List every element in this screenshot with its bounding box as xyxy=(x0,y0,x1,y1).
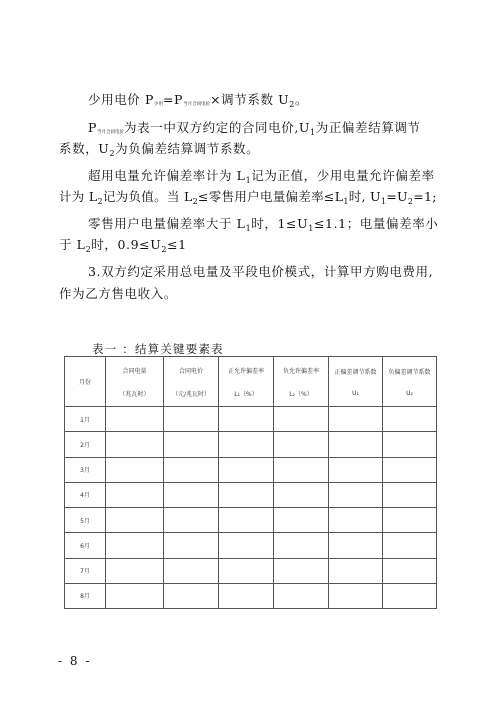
table-row xyxy=(65,457,437,482)
table-cell xyxy=(274,508,329,533)
table-cell xyxy=(274,533,329,558)
table-cell xyxy=(106,457,164,482)
page-number: - 8 - xyxy=(58,654,92,668)
paragraph-line-1: 少用电价 $P_{少用}=P_{当月合同电价}\times$调节系数 $U_2$。 xyxy=(88,92,309,109)
table-cell xyxy=(106,432,164,457)
paragraph-line-3: 系数，$U_2$为负偏差结算调节系数。 xyxy=(59,141,260,158)
table-cell xyxy=(383,407,437,432)
table-row xyxy=(65,583,437,608)
table-cell xyxy=(164,457,219,482)
header-negative-coefficient: 负偏差调节系数 U₂ xyxy=(383,357,437,407)
table-cell xyxy=(383,508,437,533)
month-cell: 4月 xyxy=(65,482,106,507)
table-cell xyxy=(219,558,274,583)
table-row xyxy=(65,533,437,558)
table-row xyxy=(65,432,437,457)
table-cell xyxy=(383,583,437,608)
paragraph-line-4: 超用电量允许偏差率计为 $L_1$记为正值，少用电量允许偏差率 xyxy=(88,168,435,185)
table-cell xyxy=(329,583,383,608)
settlement-table xyxy=(64,356,437,609)
table-cell xyxy=(274,583,329,608)
table-cell xyxy=(106,583,164,608)
table-cell xyxy=(274,407,329,432)
paragraph-line-7: 于 $L_2$时，$0.9\le U_2\le 1$ xyxy=(59,237,187,254)
table-cell xyxy=(274,558,329,583)
month-cell: 2月 xyxy=(65,432,106,457)
table-cell xyxy=(106,558,164,583)
header-contract-price: 合同电价 （元/兆瓦时） xyxy=(164,357,219,407)
table-cell xyxy=(329,482,383,507)
table-row xyxy=(65,407,437,432)
month-cell: 3月 xyxy=(65,457,106,482)
table-cell xyxy=(219,407,274,432)
paragraph-line-6: 零售用户电量偏差率大于 $L_1$时，$1\le U_1\le 1.1$；电量偏差率小 xyxy=(88,216,439,233)
header-positive-coefficient: 正偏差调节系数 U₁ xyxy=(329,357,383,407)
table-cell xyxy=(329,533,383,558)
table-cell xyxy=(164,407,219,432)
table-row xyxy=(65,482,437,507)
table-cell xyxy=(383,432,437,457)
paragraph-line-8: 3.双方约定采用总电量及平段电价模式，计算甲方购电费用, xyxy=(88,264,434,279)
header-contract-volume: 合同电量 （兆瓦时） xyxy=(106,357,164,407)
table-cell xyxy=(329,508,383,533)
table-cell xyxy=(383,533,437,558)
table-cell xyxy=(383,558,437,583)
table-cell xyxy=(164,432,219,457)
header-negative-deviation-rate: 负允许偏差率 L₂（%） xyxy=(274,357,329,407)
month-cell: 1月 xyxy=(65,407,106,432)
table-row xyxy=(65,558,437,583)
table-cell xyxy=(164,482,219,507)
table-cell xyxy=(106,533,164,558)
table-cell xyxy=(219,508,274,533)
table-cell xyxy=(106,482,164,507)
table-row xyxy=(65,508,437,533)
month-cell: 7月 xyxy=(65,558,106,583)
table-cell xyxy=(274,482,329,507)
table-cell xyxy=(329,407,383,432)
table-cell xyxy=(383,482,437,507)
header-positive-deviation-rate: 正允许偏差率 L₁（%） xyxy=(219,357,274,407)
table-cell xyxy=(219,583,274,608)
month-cell: 5月 xyxy=(65,508,106,533)
table-cell xyxy=(329,558,383,583)
table-cell xyxy=(274,432,329,457)
table-cell xyxy=(164,533,219,558)
table-cell xyxy=(219,533,274,558)
paragraph-line-9: 作为乙方售电收入。 xyxy=(59,286,177,301)
table-cell xyxy=(106,508,164,533)
table-cell xyxy=(219,457,274,482)
paragraph-line-5: 计为 $L_2$记为负值。当 $L_2\le$零售用户电量偏差率$\le L_1$时, $U_1=U_2=1$; xyxy=(59,189,437,206)
paragraph-line-2: $P_{当月合同电价}$为表一中双方约定的合同电价$,U_1$为正偏差结算调节 xyxy=(88,120,421,137)
table-cell xyxy=(274,457,329,482)
table-cell xyxy=(329,457,383,482)
table-cell xyxy=(164,558,219,583)
month-cell: 8月 xyxy=(65,583,106,608)
table-cell xyxy=(219,482,274,507)
header-month: 月份 xyxy=(65,357,106,407)
table-cell xyxy=(383,457,437,482)
table-caption: 表一 ：结算关键要素表 xyxy=(92,342,224,356)
table-header-row xyxy=(65,357,437,407)
table-cell xyxy=(219,432,274,457)
table-cell xyxy=(329,432,383,457)
table-cell xyxy=(164,508,219,533)
table-cell xyxy=(164,583,219,608)
month-cell: 6月 xyxy=(65,533,106,558)
table-cell xyxy=(106,407,164,432)
